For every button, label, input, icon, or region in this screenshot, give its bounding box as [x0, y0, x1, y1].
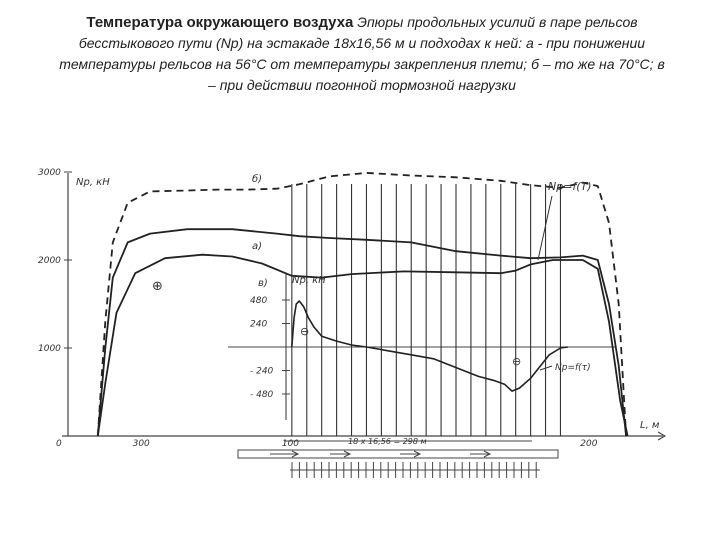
x-tick-label: 200	[580, 439, 598, 449]
inset-tick-label: 480	[250, 296, 268, 306]
right-minus-sign: ⊖	[512, 355, 522, 368]
curve-a-label: а)	[252, 241, 263, 252]
bridge-piers	[292, 184, 561, 436]
inset-y-ticks	[250, 296, 290, 400]
x-tick-label: 100	[281, 439, 300, 449]
series-line	[98, 173, 626, 436]
inset-tick-label: 240	[250, 319, 268, 330]
curve-b-label: б)	[252, 174, 263, 185]
inset-tick-label: - 240	[250, 366, 274, 377]
chart-frame	[62, 173, 665, 440]
series-line	[98, 255, 628, 436]
y-axis-label: Nр, кН	[76, 177, 110, 188]
func-tau-label: Nр=f(τ)	[555, 363, 591, 373]
caption-description: Эпюры продольных усилий в паре рельсов бесстыкового пути (Nр) на эстакаде 18x16,56 м и подходах к ней: а - при понижении температуры рельсов на 56°С от температуры закрепления плети; б – то же на 70°С; в – при действии погонной тормозной нагрузки	[59, 14, 665, 93]
inset-series-line	[292, 301, 568, 391]
y-tick-label: 1000	[38, 344, 61, 354]
caption-title: Температура окружающего воздуха	[86, 14, 354, 31]
y-tick-label: 2000	[38, 256, 61, 266]
origin-label: 0	[56, 439, 62, 449]
inset-minus-sign: ⊖	[300, 325, 310, 338]
x-axis-label: L, м	[640, 420, 660, 431]
main-y-ticks	[38, 168, 72, 354]
func-t-label: Nр=f(T)	[548, 180, 592, 193]
inset-tick-label: - 480	[250, 390, 274, 400]
span-label: 18 x 16,56 = 298 м	[348, 437, 427, 446]
x-tick-label: 300	[132, 439, 150, 449]
series-line	[98, 229, 626, 436]
plus-sign: ⊕	[152, 279, 163, 294]
y-tick-label: 3000	[38, 168, 61, 178]
inset-y-axis-label: Nр, кН	[292, 275, 326, 286]
curve-v-label: в)	[258, 278, 268, 289]
bridge-supports	[290, 462, 540, 478]
